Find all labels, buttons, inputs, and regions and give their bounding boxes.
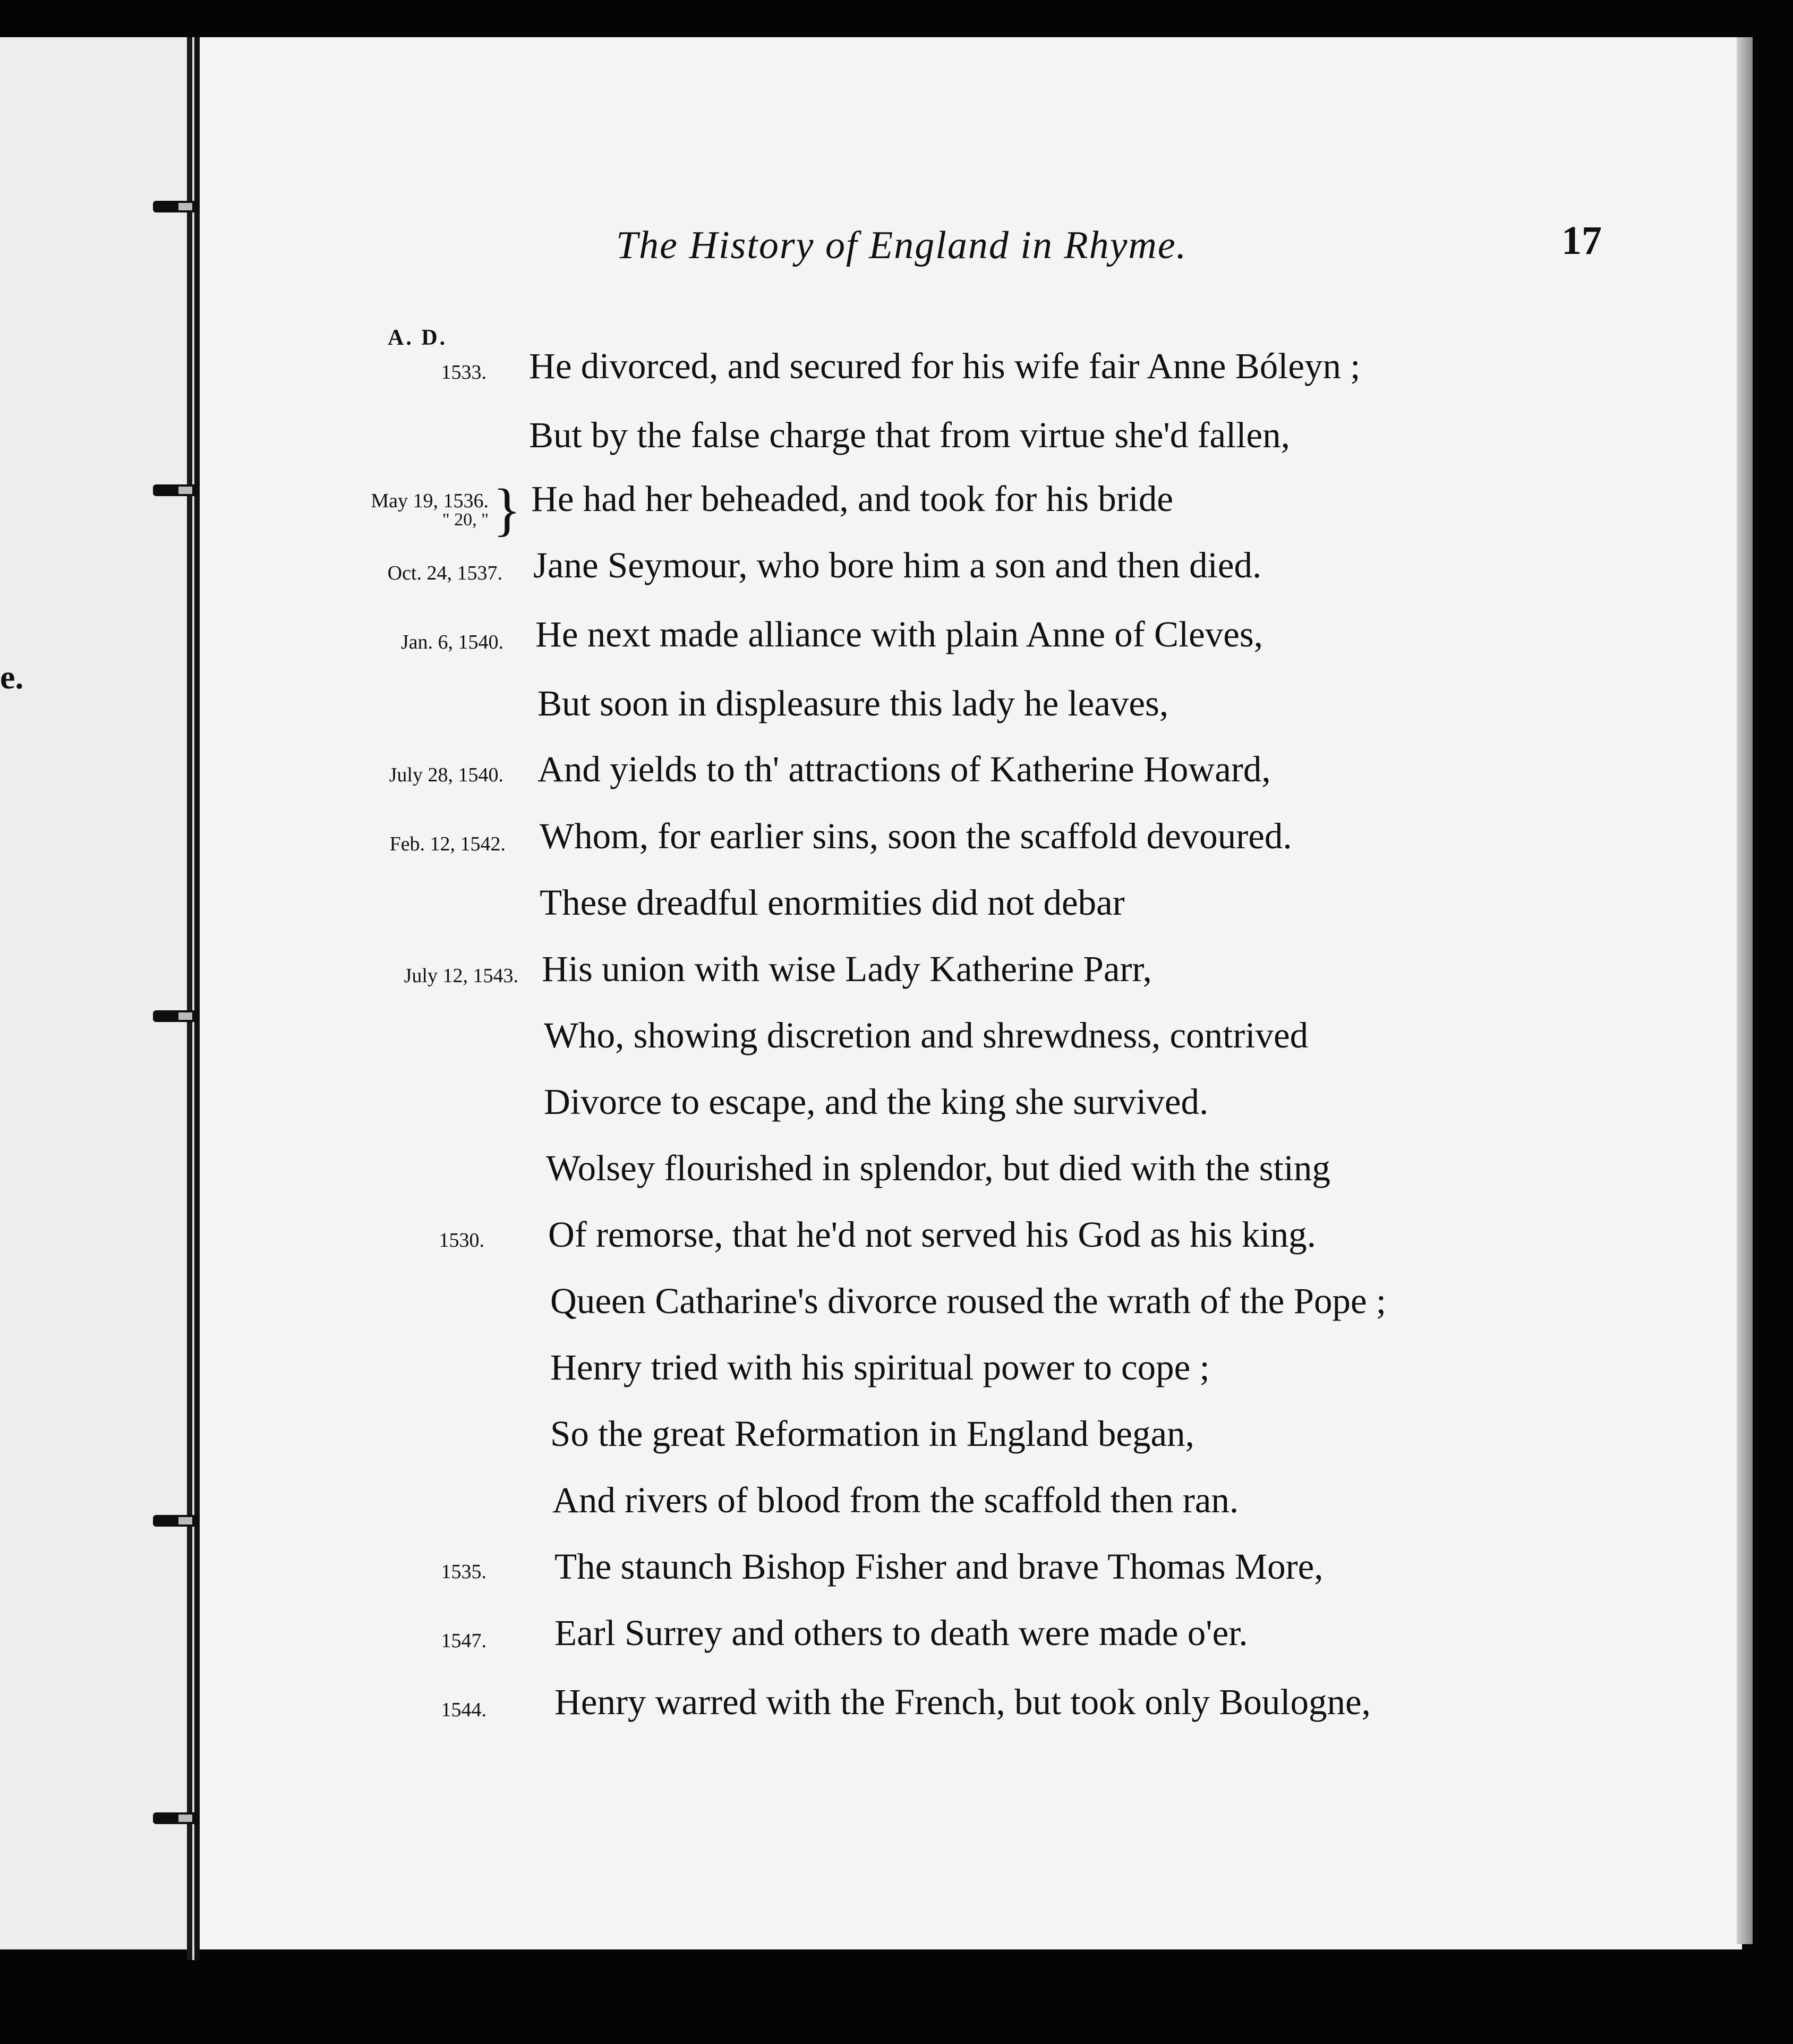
margin-date: July 28, 1540. [389, 764, 503, 786]
margin-date: 1530. [439, 1229, 484, 1251]
verse-line: His union with wise Lady Katherine Parr, [542, 949, 1152, 989]
verse-line: Henry tried with his spiritual power to cope ; [550, 1347, 1210, 1387]
book-page [200, 37, 1742, 1949]
verse-line: He divorced, and secured for his wife fair Anne Bóleyn ; [529, 346, 1361, 386]
verse-line: So the great Reformation in England began, [550, 1413, 1194, 1454]
margin-date: Oct. 24, 1537. [387, 562, 502, 584]
facing-page [0, 37, 198, 1949]
verse-line: The staunch Bishop Fisher and brave Thomas More, [554, 1546, 1324, 1587]
verse-line: Henry warred with the French, but took only Boulogne, [554, 1682, 1371, 1722]
verse-line: And rivers of blood from the scaffold then ran. [552, 1480, 1239, 1520]
era-label: A. D. [388, 326, 448, 350]
margin-date: Jan. 6, 1540. [400, 631, 503, 653]
verse-line: Earl Surrey and others to death were made o'er. [554, 1613, 1248, 1653]
verse-line: Whom, for earlier sins, soon the scaffold devoured. [540, 816, 1292, 856]
verse-line: Queen Catharine's divorce roused the wrath of the Pope ; [550, 1281, 1387, 1321]
verse-line: He next made alliance with plain Anne of Cleves, [535, 614, 1263, 654]
binding-spine [187, 37, 200, 1960]
verse-line: Jane Seymour, who bore him a son and then died. [533, 545, 1262, 585]
verse-line: Who, showing discretion and shrewdness, contrived [544, 1015, 1309, 1055]
verse-line: And yields to th' attractions of Katherine Howard, [537, 749, 1271, 789]
margin-date: 1535. [441, 1561, 486, 1583]
verse-line: But soon in displeasure this lady he leaves, [537, 683, 1169, 723]
margin-date: 1533. [441, 361, 486, 384]
margin-date: May 19, 1536. [371, 490, 489, 512]
verse-line: He had her beheaded, and took for his bride [531, 479, 1173, 519]
page-edge [1737, 37, 1753, 1944]
verse-line: Divorce to escape, and the king she survived. [544, 1081, 1209, 1122]
verse-line: These dreadful enormities did not debar [540, 882, 1125, 923]
running-title: The History of England in Rhyme. [616, 224, 1188, 267]
margin-date: July 12, 1543. [404, 965, 518, 987]
verse-line: But by the false charge that from virtue she'd fallen, [529, 415, 1290, 455]
facing-page-fragment: e. [0, 658, 24, 696]
page-number: 17 [1561, 218, 1602, 263]
margin-date-ditto: " 20, " [442, 510, 489, 530]
margin-date: 1544. [441, 1699, 486, 1721]
margin-date: 1547. [441, 1630, 486, 1652]
margin-date-stack [371, 491, 489, 529]
verse-line: Wolsey flourished in splendor, but died with the sting [546, 1148, 1330, 1188]
verse-line: Of remorse, that he'd not served his God as his king. [548, 1214, 1316, 1255]
margin-date: Feb. 12, 1542. [389, 833, 506, 855]
brace-mark: } [493, 477, 521, 542]
